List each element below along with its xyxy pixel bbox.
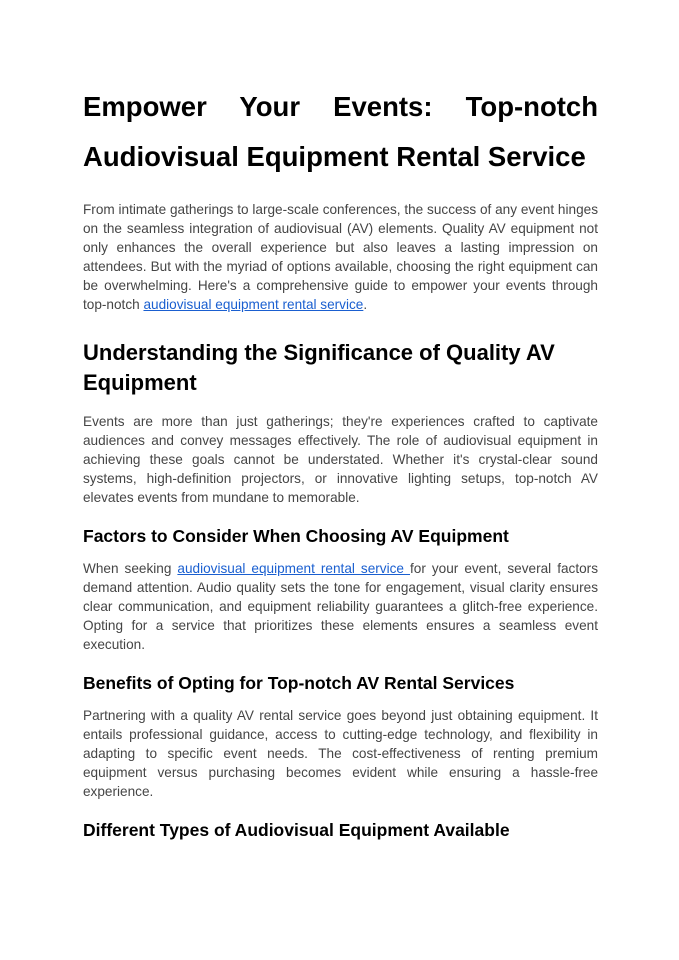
av-rental-link[interactable]: audiovisual equipment rental service	[143, 297, 364, 312]
significance-paragraph: Events are more than just gatherings; they're experiences crafted to captivate audiences and convey messages effectively. The role of audiovisual equipment in achieving these goals cannot be understated. Whether it's crystal-clear sound systems, high-definition projectors, or innovative lighting setups, top-notch AV elevates events from mundane to memorable.	[83, 414, 598, 505]
factors-paragraph: When seeking audiovisual equipment rental service for your event, several factors demand attention. Audio quality sets the tone for engagement, visual clarity ensures clear communication, and equipment reliability guarantees a glitch-free experience. Opting for a service that prioritizes these elements ensures a seamless event execution.	[83, 561, 598, 652]
benefits-paragraph: Partnering with a quality AV rental service goes beyond just obtaining equipment. It entails professional guidance, access to cutting-edge technology, and flexibility in adapting to specific event needs. The cost-effectiveness of renting premium equipment versus purchasing becomes evident while ensuring a hassle-free experience.	[83, 708, 598, 799]
av-rental-link-2[interactable]: audiovisual equipment rental service	[177, 561, 410, 576]
page-title: Empower Your Events: Top-notch Audiovisual Equipment Rental Service	[83, 91, 598, 172]
intro-paragraph: From intimate gatherings to large-scale conferences, the success of any event hinges on the seamless integration of audiovisual (AV) elements. Quality AV equipment not only enhances the overall experience but also leaves a lasting impression on attendees. But with the myriad of options available, choosing the right equipment can be overwhelming. Here's a comprehensive guide to empower your events through top-notch audiovisual equipment rental service.	[83, 202, 598, 312]
section-heading-benefits: Benefits of Opting for Top-notch AV Rental Services	[83, 673, 515, 693]
document-page	[83, 82, 598, 853]
section-heading-significance: Understanding the Significance of Quality AV Equipment	[83, 340, 555, 395]
section-heading-factors: Factors to Consider When Choosing AV Equipment	[83, 526, 509, 546]
section-heading-types: Different Types of Audiovisual Equipment Available	[83, 820, 510, 840]
